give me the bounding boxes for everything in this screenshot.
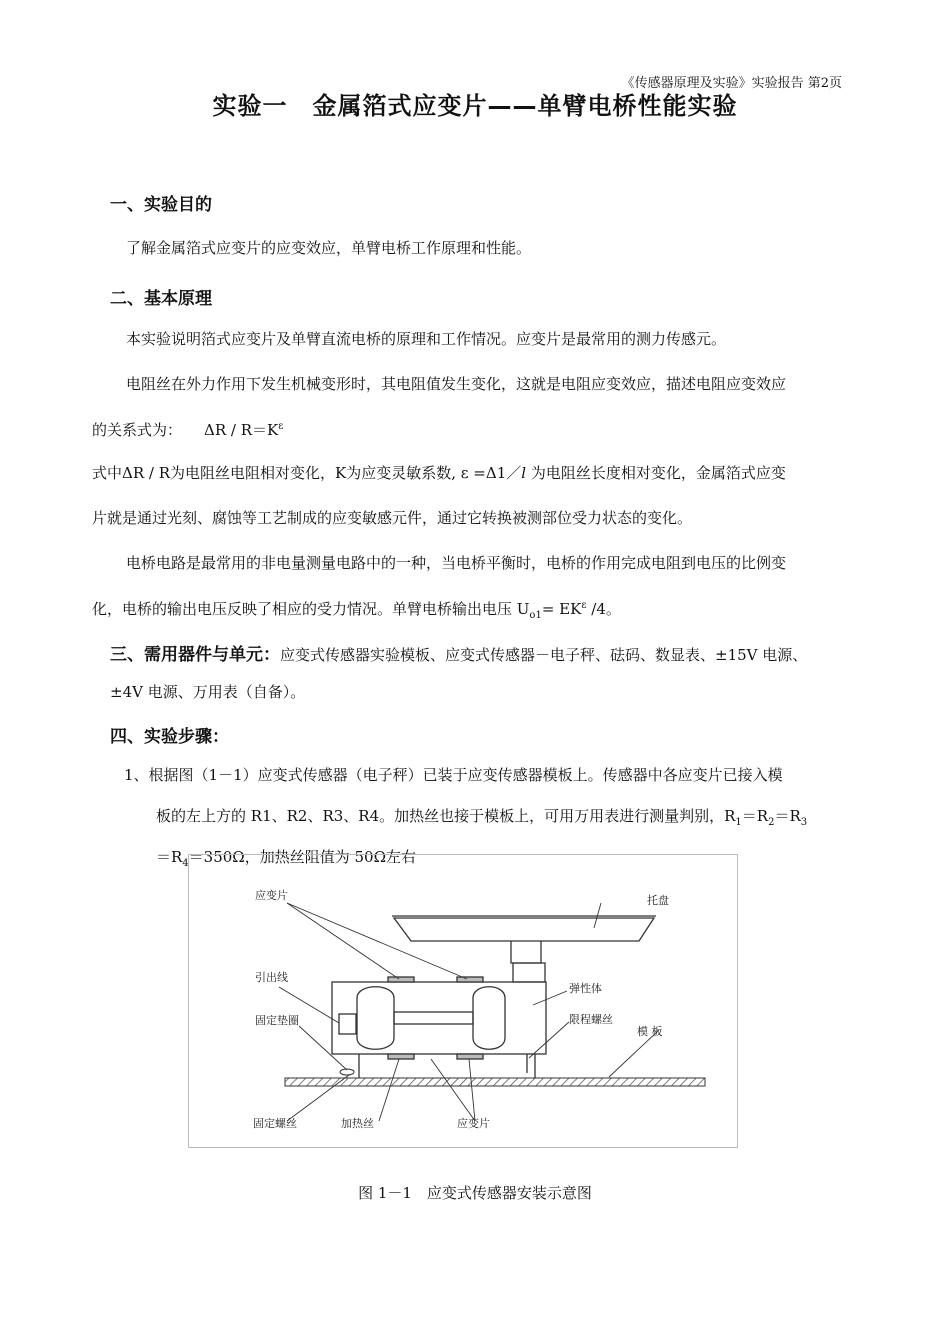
label-tray: 托盘 (647, 894, 669, 907)
label-strain-gauge-top: 应变片 (255, 889, 288, 902)
principle-paragraph-2-line-2 (92, 422, 283, 438)
page-header: 《传感器原理及实验》实验报告 第2页 (621, 76, 842, 91)
strain-formula: ΔR / R＝K (204, 421, 279, 439)
template-board (285, 1078, 705, 1086)
relation-label: 的关系式为： (92, 421, 183, 439)
label-fixing-pad: 固定垫圈 (255, 1014, 299, 1027)
step-1-line-1: 1、根据图（1－1）应变式传感器（电子秤）已装于应变传感器模板上。传感器中各应变片已接入模 (124, 766, 783, 784)
principle-p3-end: 为电阻丝长度相对变化，金属箔式应变 (526, 464, 786, 482)
principle-paragraph-3-line-2: 片就是通过光刻、腐蚀等工艺制成的应变敏感元件，通过它转换被测部位受力状态的变化。 (92, 509, 693, 527)
tray (392, 916, 656, 963)
elastic-body (332, 963, 546, 1078)
label-heater: 加热丝 (341, 1117, 374, 1130)
principle-p3-l: l (521, 464, 527, 482)
eq-1: ＝R (741, 807, 769, 825)
label-limit-screw: 限程螺丝 (569, 1013, 613, 1026)
equipment-list-a: 应变式传感器实验模板、应变式传感器－电子秤、砝码、数显表、±15V 电源、 (280, 646, 808, 664)
section-3-line-1 (110, 640, 807, 665)
label-elastic-body: 弹性体 (569, 982, 602, 995)
eq-3: ＝R (156, 848, 183, 866)
step-1-line-2 (156, 809, 807, 828)
r1-sub: 1 (735, 817, 742, 828)
bridge-output-epsilon: ε (581, 600, 587, 611)
r3-sub: 3 (800, 817, 808, 828)
r4-sub: 4 (182, 858, 189, 869)
bridge-output-sub: o1 (529, 610, 542, 621)
label-fixing-screw: 固定螺丝 (253, 1117, 297, 1130)
principle-paragraph-1: 本实验说明箔式应变片及单臂直流电桥的原理和工作情况。应变片是最常用的测力传感元。 (126, 330, 727, 348)
label-strain-gauge-bottom: 应变片 (457, 1117, 490, 1130)
label-lead-wire: 引出线 (255, 971, 288, 984)
figure-caption: 图 1－1 应变式传感器安装示意图 (358, 1184, 592, 1202)
principle-paragraph-4-line-2 (92, 601, 621, 621)
page-title: 实验一 金属箔式应变片——单臂电桥性能实验 (212, 92, 738, 120)
eq-2: ＝R (774, 807, 801, 825)
sensor-installation-figure (188, 854, 738, 1148)
label-template: 模 板 (637, 1025, 663, 1038)
r2-sub: 2 (768, 817, 775, 828)
bridge-output-text: 化，电桥的输出电压反映了相应的受力情况。单臂电桥输出电压 U (92, 600, 530, 618)
section-4-heading: 四、实验步骤： (110, 727, 229, 747)
equipment-list-b: ±4V 电源、万用表（自备）。 (110, 683, 306, 701)
step-1-line-2-text: 板的左上方的 R1、R2、R3、R4。加热丝也接于模板上，可用万用表进行测量判别，R (156, 807, 736, 825)
section-2-heading: 二、基本原理 (110, 289, 212, 309)
section-1-heading: 一、实验目的 (110, 195, 212, 215)
section-3-heading: 三、需用器件与单元： (110, 645, 280, 665)
principle-paragraph-3-line-1 (92, 466, 786, 481)
principle-paragraph-2-line-1: 电阻丝在外力作用下发生机械变形时，其电阻值发生变化，这就是电阻应变效应，描述电阻应变效应 (126, 375, 787, 393)
principle-paragraph-4-line-1: 电桥电路是最常用的非电量测量电路中的一种，当电桥平衡时，电桥的作用完成电阻到电压的比例变 (126, 554, 787, 572)
bridge-output-mid: = EK (541, 600, 582, 618)
section-1-text: 了解金属箔式应变片的应变效应，单臂电桥工作原理和性能。 (126, 239, 532, 257)
bridge-output-post: /4。 (586, 600, 621, 618)
step-1-line-3-text: ＝350Ω，加热丝阻值为 50Ω左右 (188, 848, 417, 866)
sensor-diagram (189, 855, 737, 1147)
lead-wire-box (339, 1014, 356, 1034)
principle-p3-text: 式中ΔR / R为电阻丝电阻相对变化，K为应变灵敏系数, ε =Δ1／ (92, 464, 522, 482)
formula-epsilon: ε (278, 421, 284, 432)
